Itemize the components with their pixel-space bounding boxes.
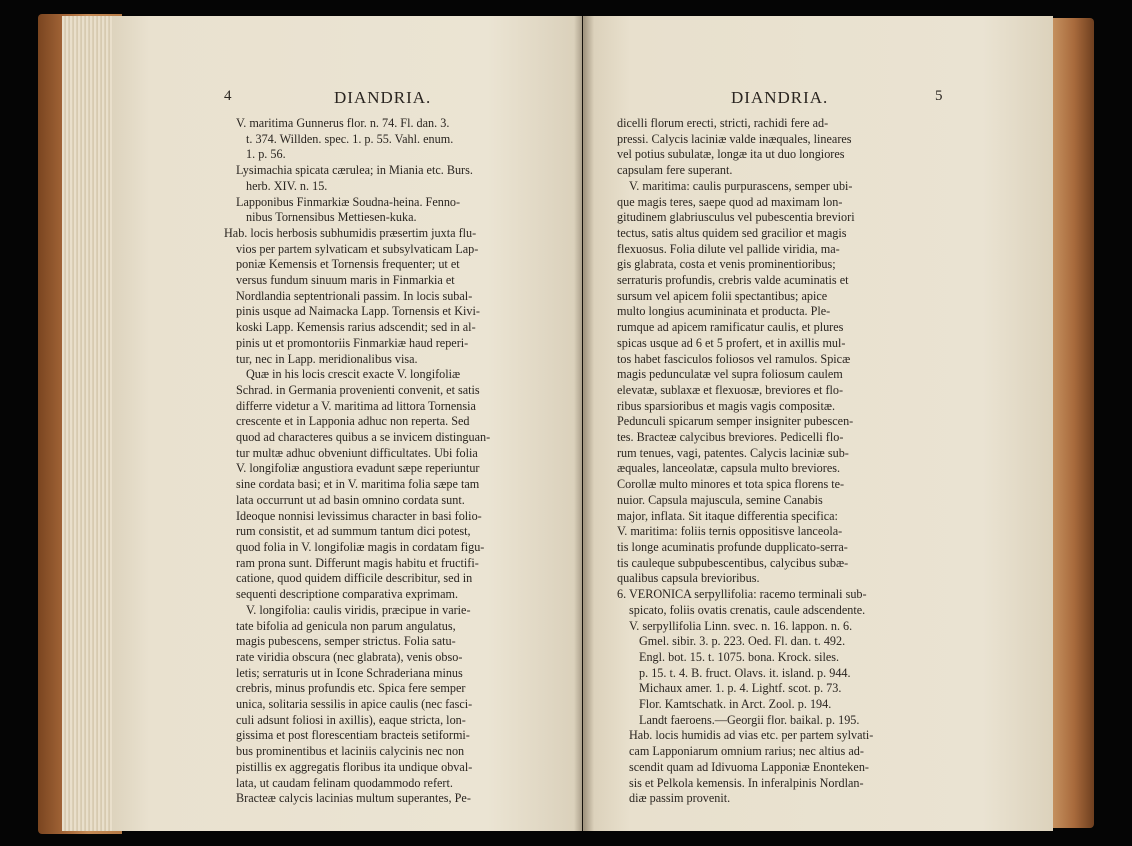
text-line: pinis usque ad Naimacka Lapp. Tornensis et Kivi- — [236, 304, 480, 319]
text-line: rum consistit, et ad summum tantum dici potest, — [236, 524, 471, 539]
text-line: Gmel. sibir. 3. p. 223. Oed. Fl. dan. t. 492. — [639, 634, 846, 649]
text-line: Hab. locis humidis ad vias etc. per partem sylvati- — [629, 728, 874, 743]
text-line: vel potius subulatæ, longæ ita ut duo longiores — [617, 147, 845, 162]
text-line: Quæ in his locis crescit exacte V. longifoliæ — [246, 367, 461, 382]
book-gutter — [574, 16, 594, 831]
text-line: Hab. locis herbosis subhumidis præsertim juxta flu- — [224, 225, 477, 240]
text-line: ribus sparsioribus et magis vagis compositæ. — [617, 398, 836, 413]
text-line: tur, nec in Lapp. meridionalibus visa. — [236, 351, 418, 366]
text-line: lata, ut caudam felinam quodammodo refert. — [236, 775, 453, 790]
text-line: lata occurrunt ut ad basin omnino cordata sunt. — [236, 492, 465, 507]
text-line: Lysimachia spicata cærulea; in Miania etc. Burs. — [236, 163, 473, 178]
text-line: flexuosus. Folia dilute vel pallide viridia, ma- — [617, 241, 840, 256]
text-line: letis; serraturis ut in Icone Schraderiana minus — [236, 665, 463, 680]
text-line: Engl. bot. 15. t. 1075. bona. Krock. siles. — [639, 649, 840, 664]
text-line: magis pubescens, semper strictus. Folia satu- — [236, 634, 456, 649]
text-line: gissima et post florescentiam bracteis setiformi- — [236, 728, 470, 743]
text-line: herb. XIV. n. 15. — [246, 178, 328, 193]
text-line: elevatæ, sublaxæ et flexuosæ, breviores et flo- — [617, 382, 844, 397]
text-line: sis et Pelkola kemensis. In inferalpinis Nordlan- — [629, 775, 864, 790]
text-line: bus prominentibus et laciniis calycinis nec non — [236, 744, 465, 759]
text-line: V. maritima Gunnerus flor. n. 74. Fl. dan. 3. — [236, 116, 450, 130]
left-page — [112, 16, 582, 831]
text-line: pistillis ex aggregatis floribus ita undique obval- — [236, 759, 473, 774]
text-line: p. 15. t. 4. B. fruct. Olavs. it. island. p. 944. — [639, 665, 851, 680]
text-line: serraturis profundis, crebris valde acuminatis et — [617, 273, 849, 288]
text-line: quod ad characteres quibus a se invicem distinguan- — [236, 430, 491, 445]
left-page-body — [224, 116, 564, 807]
text-line: tectus, satis altus quidem sed gracilior et magis — [617, 225, 847, 240]
text-line: poniæ Kemensis et Tornensis frequenter; ut et — [236, 257, 460, 272]
text-line: vios per partem sylvaticam et subsylvaticam Lap- — [236, 241, 479, 256]
text-line: catione, quod quidem difficile describitur, sed in — [236, 571, 473, 586]
text-line: Nordlandia septentrionali passim. In locis subal- — [236, 288, 473, 303]
text-line: æquales, lanceolatæ, capsula multo breviores. — [617, 461, 841, 476]
text-line: Pedunculi spicarum semper insigniter pubescen- — [617, 414, 854, 429]
text-line: pinis ut et promontoriis Finmarkiæ haud reperi- — [236, 335, 469, 350]
text-line: cam Lapponiarum omnium rarius; nec altius ad- — [629, 744, 864, 759]
text-line: V. maritima: foliis ternis oppositisve lanceola- — [617, 524, 843, 539]
text-line: koski Lapp. Kemensis rarius adscendit; sed in al- — [236, 320, 476, 335]
text-line: V. maritima: caulis purpurascens, semper ubi- — [629, 178, 853, 193]
text-line: differre videtur a V. maritima ad littora Tornensia — [236, 398, 476, 413]
text-line: tes. Bracteæ calycibus breviores. Pedicelli flo- — [617, 430, 844, 445]
text-line: qualibus capsula brevioribus. — [617, 571, 760, 586]
text-line: capsulam fere superant. — [617, 163, 733, 178]
text-line: 1. p. 56. — [246, 147, 286, 162]
text-line: rate viridia obscura (nec glabrata), venis obso- — [236, 649, 463, 664]
text-line: dicelli florum erecti, stricti, rachidi fere ad- — [617, 116, 829, 130]
text-line: crebris, minus profundis etc. Spica fere semper — [236, 681, 466, 696]
text-line: unica, solitaria sessilis in apice caulis (nec fasci- — [236, 697, 473, 712]
text-line: major, inflata. Sit itaque differentia specifica: — [617, 508, 838, 523]
text-line: rum tenues, vagi, patentes. Calycis laciniæ sub- — [617, 445, 849, 460]
running-header: DIANDRIA. — [731, 88, 829, 107]
text-line: nibus Tornensibus Mettiesen-kuka. — [246, 210, 417, 225]
running-header: DIANDRIA. — [334, 88, 432, 107]
text-line: tis longe acuminatis profunde dupplicato-serra- — [617, 539, 848, 554]
text-line: spicato, foliis ovatis crenatis, caule adscendente. — [629, 602, 866, 617]
page-number: 4 — [224, 88, 232, 104]
text-line: Lapponibus Finmarkiæ Soudna-heina. Fenno- — [236, 194, 461, 209]
right-page — [583, 16, 1053, 831]
text-line: Ideoque nonnisi levissimus character in basi folio- — [236, 508, 482, 523]
page-edges — [62, 16, 116, 831]
text-line: Schrad. in Germania provenienti convenit, et satis — [236, 382, 480, 397]
text-line: ram prona sunt. Differunt magis habitu et fructifi- — [236, 555, 479, 570]
text-line: tis cauleque subpubescentibus, calycibus subæ- — [617, 555, 849, 570]
text-line: Landt faeroens.—Georgii flor. baikal. p. 195. — [639, 712, 860, 727]
text-line: rumque ad apicem ramificatur caulis, et plures — [617, 320, 844, 335]
text-line: Bracteæ calycis lacinias multum superantes, Pe- — [236, 791, 471, 806]
text-line: que magis teres, saepe quod ad maximam lon- — [617, 194, 843, 209]
text-line: tos habet fasciculos foliosos vel ramulos. Spicæ — [617, 351, 851, 366]
text-line: magis pedunculatæ vel supra foliosum caulem — [617, 367, 843, 382]
text-line: V. longifoliæ angustiora evadunt sæpe reperiuntur — [236, 461, 480, 476]
page-number: 5 — [935, 88, 943, 104]
text-line: V. serpyllifolia Linn. svec. n. 16. lappon. n. 6. — [629, 618, 853, 633]
book-cover-right — [1050, 18, 1094, 828]
text-line: nuior. Capsula majuscula, semine Canabis — [617, 492, 823, 507]
text-line: diæ passim provenit. — [629, 791, 731, 806]
text-line: Flor. Kamtschatk. in Arct. Zool. p. 194. — [639, 697, 832, 712]
text-line: Michaux amer. 1. p. 4. Lightf. scot. p. 73. — [639, 681, 842, 696]
right-page-body — [617, 116, 979, 807]
text-line: tur multæ adhuc obveniunt difficultates. Ubi folia — [236, 445, 478, 460]
text-line: sine cordata basi; et in V. maritima folia sæpe tam — [236, 477, 480, 492]
text-line: t. 374. Willden. spec. 1. p. 55. Vahl. enum. — [246, 131, 454, 146]
text-line: sursum vel apicem folii spectantibus; apice — [617, 288, 828, 303]
text-line: versus fundum sinuum maris in Finmarkia et — [236, 273, 455, 288]
text-line: culi adsunt foliosi in axillis), eaque stricta, lon- — [236, 712, 466, 727]
text-line: gis glabrata, costa et venis prominentioribus; — [617, 257, 836, 272]
text-line: Corollæ multo minores et tota spica florens te- — [617, 477, 845, 492]
text-line: 6. VERONICA serpyllifolia: racemo terminali sub- — [617, 587, 867, 602]
text-line: spicas usque ad 6 et 5 profert, et in axillis mul- — [617, 335, 846, 350]
text-line: scendit quam ad Idivuoma Lapponiæ Enonteken- — [629, 759, 869, 774]
text-line: sequenti descriptione comparativa exprimam. — [236, 587, 459, 602]
text-line: quod folia in V. longifoliæ magis in cordatam figu- — [236, 539, 485, 554]
text-line: pressi. Calycis laciniæ valde inæquales, lineares — [617, 131, 852, 146]
text-line: V. longifolia: caulis viridis, præcipue in varie- — [246, 602, 471, 617]
text-line: tate bifolia ad genicula non parum angulatus, — [236, 618, 456, 633]
text-line: gitudinem glabriusculus vel pubescentia breviori — [617, 210, 855, 225]
text-line: multo longius acumininata et producta. Ple- — [617, 304, 831, 319]
text-line: crescente et in Lapponia adhuc non reperta. Sed — [236, 414, 470, 429]
